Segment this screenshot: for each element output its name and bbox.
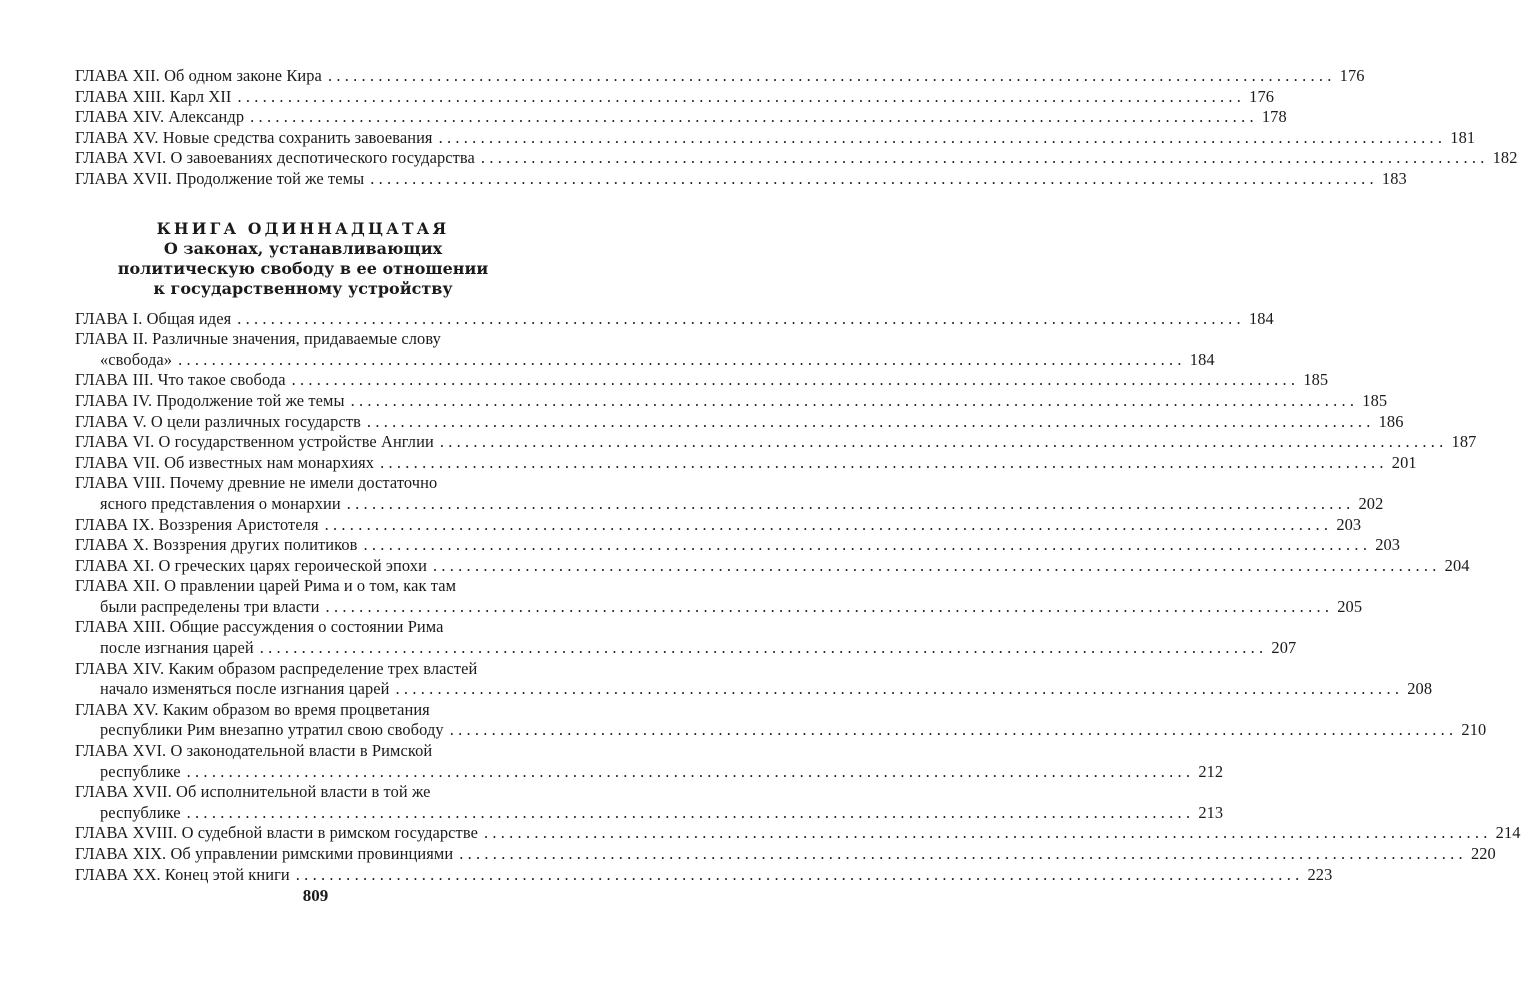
dot-leader: ........................................................................................................................	[259, 638, 1268, 658]
toc-entry-page-number: 210	[1461, 720, 1487, 740]
toc-entry[interactable]	[75, 370, 1329, 391]
toc-entry[interactable]	[75, 86, 1275, 108]
dot-leader: ........................................................................................................................	[370, 168, 1378, 188]
toc-entry[interactable]	[75, 576, 1363, 617]
dot-leader: ........................................................................................................................	[250, 107, 1258, 127]
toc-entry-title-line: «свобода»	[100, 350, 178, 371]
toc-entry[interactable]	[75, 782, 1224, 823]
toc-entry[interactable]	[75, 699, 1487, 741]
toc-entry-title-line: ГЛАВА II. Различные значения, придаваемые слову	[75, 329, 441, 349]
toc-entry-page-number: 205	[1337, 596, 1363, 616]
toc-entry-page-number: 223	[1307, 864, 1333, 884]
toc-entry[interactable]	[75, 473, 1384, 514]
book-title-line: политическую свободу в ее отношении	[117, 258, 489, 278]
toc-entry-title-line: республики Рим внезапно утратил свою свободу	[100, 720, 450, 741]
toc-entry[interactable]	[75, 844, 1496, 865]
toc-entry-title-line: ГЛАВА XIX. Об управлении римскими провинциями	[75, 844, 459, 865]
dot-leader: ........................................................................................................................	[438, 127, 1447, 147]
toc-entry-title-line: ГЛАВА VI. О государственном устройстве Англии	[75, 432, 440, 453]
dot-leader: ........................................................................................................................	[295, 864, 1304, 884]
toc-entry-page-number: 212	[1198, 761, 1224, 781]
toc-entry-page-number: 207	[1271, 638, 1297, 658]
toc-entry[interactable]	[75, 452, 1417, 474]
toc-entry[interactable]	[75, 658, 1433, 700]
book-title-line: О законах, устанавливающих	[163, 238, 443, 258]
dot-leader: ........................................................................................................................	[291, 370, 1300, 390]
toc-entry-title-line: ГЛАВА XIV. Каким образом распределение трех властей	[75, 658, 478, 678]
toc-entry-title-line: начало изменяться после изгнания царей	[100, 679, 396, 700]
dot-leader: ........................................................................................................................	[237, 86, 1246, 106]
dot-leader: ........................................................................................................................	[237, 308, 1245, 328]
toc-entry-title-line: ГЛАВА I. Общая идея	[75, 309, 237, 330]
dot-leader: ........................................................................................................................	[432, 555, 1441, 575]
toc-entry-page-number: 184	[1248, 308, 1274, 328]
toc-entry-title-line: ГЛАВА X. Воззрения других политиков	[75, 535, 364, 556]
dot-leader: ........................................................................................................................	[186, 761, 1195, 781]
toc-entry[interactable]	[75, 148, 1518, 169]
toc-entry[interactable]	[75, 66, 1365, 87]
dot-leader: ........................................................................................................................	[483, 823, 1492, 843]
toc-entry-page-number: 176	[1249, 86, 1275, 106]
toc-entry-title-line: республике	[100, 803, 187, 824]
toc-entry-page-number: 185	[1303, 370, 1329, 390]
toc-entry-title-line: ГЛАВА V. О цели различных государств	[75, 412, 367, 433]
toc-entry-title-line: республике	[100, 762, 187, 783]
toc-entry[interactable]	[75, 107, 1287, 128]
toc-entry-page-number: 201	[1391, 452, 1417, 472]
dot-leader: ........................................................................................................................	[350, 390, 1359, 410]
toc-entry-title-line: были распределены три власти	[100, 597, 326, 618]
toc-entry-title-line: ГЛАВА VIII. Почему древние не имели достаточно	[75, 473, 438, 493]
dot-leader: ........................................................................................................................	[380, 452, 1388, 472]
book-heading	[75, 219, 531, 299]
dot-leader: ........................................................................................................................	[395, 679, 1404, 699]
toc-entry[interactable]	[75, 329, 1215, 370]
toc-entry-title-line: ГЛАВА XVI. О законодательной власти в Римской	[75, 741, 433, 761]
toc-entry-title-line: ГЛАВА XVI. О завоеваниях деспотического государства	[75, 148, 481, 169]
toc-entry[interactable]	[75, 741, 1224, 782]
dot-leader: ........................................................................................................................	[363, 535, 1372, 555]
toc-entry-title-line: ГЛАВА XII. О правлении царей Рима и о том, как там	[75, 576, 457, 596]
dot-leader: ........................................................................................................................	[327, 66, 1336, 85]
dot-leader: ........................................................................................................................	[449, 720, 1458, 740]
toc-entry-title-line: ГЛАВА IX. Воззрения Аристотеля	[75, 515, 325, 536]
toc-entry-title-line: ГЛАВА XI. О греческих царях героической эпохи	[75, 556, 433, 577]
toc-entry-page-number: 185	[1362, 390, 1388, 410]
toc-entry[interactable]	[75, 390, 1388, 412]
toc-entry-page-number: 187	[1451, 432, 1477, 452]
toc-entry-title-line: ГЛАВА IV. Продолжение той же темы	[75, 391, 351, 412]
toc-entry[interactable]	[75, 555, 1470, 577]
toc-entry-page-number: 202	[1358, 493, 1384, 513]
toc-entry-page-number: 213	[1198, 802, 1224, 822]
toc-entry[interactable]	[75, 411, 1404, 433]
toc-entry-title-line: ГЛАВА XVII. Продолжение той же темы	[75, 169, 370, 190]
toc-entry[interactable]	[75, 864, 1333, 886]
toc-page	[75, 66, 1521, 885]
dot-leader: ........................................................................................................................	[480, 148, 1489, 168]
toc-entry-title-line: ГЛАВА XIV. Александр	[75, 107, 250, 128]
toc-entry-page-number: 182	[1492, 148, 1518, 168]
toc-entry-title-line: ГЛАВА XIII. Общие рассуждения о состоянии Рима	[75, 617, 444, 637]
dot-leader: ........................................................................................................................	[325, 596, 1334, 616]
toc-entry[interactable]	[75, 127, 1476, 149]
toc-entry-page-number: 203	[1336, 514, 1362, 534]
toc-entry-page-number: 208	[1407, 679, 1433, 699]
page-number: 809	[302, 886, 329, 905]
toc-entry-page-number: 176	[1339, 66, 1365, 85]
toc-entry-page-number: 183	[1381, 168, 1407, 188]
toc-entry-title-line: ГЛАВА III. Что такое свобода	[75, 370, 292, 391]
toc-entry[interactable]	[75, 432, 1477, 453]
toc-entry[interactable]	[75, 514, 1362, 536]
toc-entry-page-number: 204	[1444, 555, 1470, 575]
toc-entry[interactable]	[75, 308, 1274, 330]
toc-entry-title-line: ГЛАВА XV. Каким образом во время процветания	[75, 699, 430, 719]
dot-leader: ........................................................................................................................	[439, 432, 1448, 452]
toc-entry-page-number: 181	[1450, 127, 1476, 147]
toc-entry-title-line: ГЛАВА XII. Об одном законе Кира	[75, 66, 328, 87]
dot-leader: ........................................................................................................................	[324, 514, 1333, 534]
toc-entry-title-line: ГЛАВА XVII. Об исполнительной власти в той же	[75, 782, 431, 802]
book-name: КНИГА ОДИННАДЦАТАЯ	[156, 218, 450, 238]
toc-entry-page-number: 178	[1261, 107, 1287, 127]
toc-entry-title-line: ГЛАВА XX. Конец этой книги	[75, 865, 296, 886]
toc-entry-page-number: 203	[1375, 535, 1401, 555]
toc-entry-page-number: 184	[1189, 349, 1215, 369]
dot-leader: ........................................................................................................................	[186, 802, 1195, 822]
dot-leader: ........................................................................................................................	[346, 493, 1355, 513]
toc-entry-page-number: 186	[1378, 411, 1404, 431]
toc-entry[interactable]	[75, 168, 1407, 190]
dot-leader: ........................................................................................................................	[178, 349, 1186, 369]
toc-entry-title-line: ГЛАВА XIII. Карл XII	[75, 87, 237, 108]
book-title-line: к государственному устройству	[153, 278, 453, 298]
toc-section-previous-book	[75, 66, 1518, 190]
toc-entry-page-number: 220	[1470, 844, 1496, 863]
toc-entry-title-line: ГЛАВА XVIII. О судебной власти в римском государстве	[75, 823, 484, 844]
toc-entry-title-line: после изгнания царей	[100, 638, 260, 659]
toc-entry[interactable]	[75, 617, 1297, 658]
toc-section-book-eleven	[75, 308, 1521, 886]
toc-entry-title-line: ГЛАВА VII. Об известных нам монархиях	[75, 453, 380, 474]
toc-entry-page-number: 214	[1495, 823, 1521, 843]
dot-leader: ........................................................................................................................	[366, 411, 1375, 431]
toc-entry-title-line: ясного представления о монархии	[100, 494, 347, 515]
toc-entry-title-line: ГЛАВА XV. Новые средства сохранить завоевания	[75, 128, 439, 149]
dot-leader: ........................................................................................................................	[459, 844, 1467, 863]
toc-entry[interactable]	[75, 535, 1401, 556]
toc-entry[interactable]	[75, 823, 1521, 844]
